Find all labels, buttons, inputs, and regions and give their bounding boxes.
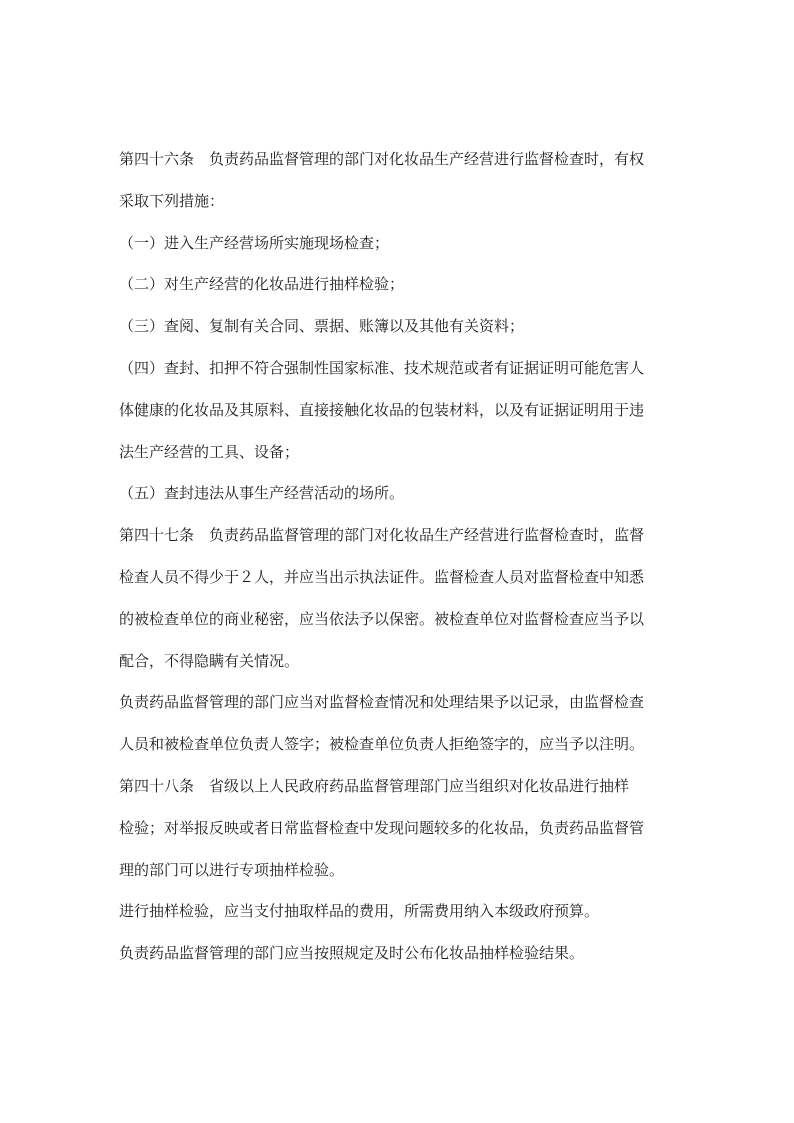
article-46-item-2: （二）对生产经营的化妆品进行抽样检验； — [119, 275, 405, 294]
article-48-heading-line: 第四十八条 省级以上人民政府药品监督管理部门应当组织对化妆品进行抽样 — [119, 776, 630, 795]
article-47-line-3: 的被检查单位的商业秘密，应当依法予以保密。被检查单位对监督检查应当予以 — [119, 609, 645, 628]
article-47-heading-line: 第四十七条 负责药品监督管理的部门对化妆品生产经营进行监督检查时，监督 — [119, 526, 645, 545]
article-46-item-4-line-2: 体健康的化妆品及其原料、直接接触化妆品的包装材料，以及有证据证明用于违 — [119, 400, 645, 419]
article-47-para-2-line-1: 负责药品监督管理的部门应当对监督检查情况和处理结果予以记录，由监督检查 — [119, 693, 645, 712]
document-body — [119, 142, 679, 978]
article-46-item-4-line-3: 法生产经营的工具、设备； — [119, 442, 300, 461]
article-47-para-2-line-2: 人员和被检查单位负责人签字；被检查单位负责人拒绝签字的，应当予以注明。 — [119, 735, 645, 754]
article-46-item-1: （一）进入生产经营场所实施现场检查； — [119, 233, 390, 252]
article-46-continuation-line: 采取下列措施： — [119, 191, 225, 210]
article-46-heading-line: 第四十六条 负责药品监督管理的部门对化妆品生产经营进行监督检查时，有权 — [119, 150, 645, 168]
article-48-line-3: 理的部门可以进行专项抽样检验。 — [119, 860, 345, 879]
article-46-item-5: （五）查封违法从事生产经营活动的场所。 — [119, 484, 405, 503]
article-48-para-2: 进行抽样检验，应当支付抽取样品的费用，所需费用纳入本级政府预算。 — [119, 902, 600, 921]
article-47-line-2: 检查人员不得少于２人，并应当出示执法证件。监督检查人员对监督检查中知悉 — [119, 567, 645, 586]
article-48-line-2: 检验；对举报反映或者日常监督检查中发现问题较多的化妆品，负责药品监督管 — [119, 818, 645, 837]
article-48-para-3: 负责药品监督管理的部门应当按照规定及时公布化妆品抽样检验结果。 — [119, 944, 585, 963]
article-47-line-4: 配合，不得隐瞒有关情况。 — [119, 651, 300, 670]
article-46-item-4-line-1: （四）查封、扣押不符合强制性国家标准、技术规范或者有证据证明可能危害人 — [119, 358, 645, 377]
article-46-item-3: （三）查阅、复制有关合同、票据、账簿以及其他有关资料； — [119, 317, 525, 336]
